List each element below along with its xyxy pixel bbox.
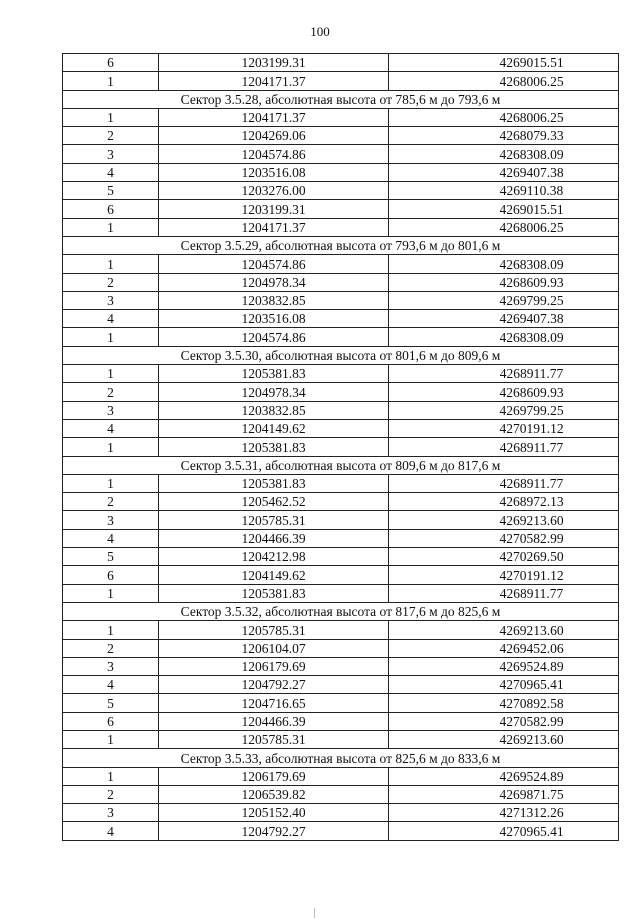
sector-title: Сектор 3.5.33, абсолютная высота от 825,6 м до 833,6 м: [63, 749, 619, 767]
sector-title: Сектор 3.5.30, абсолютная высота от 801,6 м до 809,6 м: [63, 346, 619, 364]
y-coordinate-value: 4270269.50: [499, 549, 564, 565]
table-row: [63, 529, 619, 547]
x-coordinate-cell: 1205381.83: [159, 365, 389, 383]
y-coordinate-cell: [389, 163, 619, 181]
y-coordinate-value: 4270965.41: [499, 677, 564, 693]
x-coordinate-cell: 1204149.62: [159, 566, 389, 584]
point-number-cell: 1: [63, 328, 159, 346]
y-coordinate-cell: [389, 511, 619, 529]
point-number-cell: 1: [63, 255, 159, 273]
point-number-cell: 3: [63, 804, 159, 822]
point-number-cell: 5: [63, 694, 159, 712]
y-coordinate-value: 4269110.38: [499, 183, 564, 199]
x-coordinate-cell: 1203199.31: [159, 200, 389, 218]
y-coordinate-value: 4268609.93: [499, 384, 564, 400]
sector-title-row: [63, 456, 619, 474]
point-number-cell: 1: [63, 72, 159, 90]
point-number-cell: 2: [63, 383, 159, 401]
y-coordinate-cell: [389, 218, 619, 236]
y-coordinate-cell: [389, 804, 619, 822]
y-coordinate-cell: [389, 401, 619, 419]
y-coordinate-value: 4270191.12: [499, 421, 564, 437]
x-coordinate-cell: 1204171.37: [159, 72, 389, 90]
table-row: [63, 621, 619, 639]
table-row: [63, 273, 619, 291]
table-row: [63, 474, 619, 492]
table-row: [63, 218, 619, 236]
y-coordinate-cell: [389, 310, 619, 328]
table-row: [63, 548, 619, 566]
table-row: [63, 676, 619, 694]
y-coordinate-cell: [389, 767, 619, 785]
x-coordinate-cell: 1204574.86: [159, 255, 389, 273]
point-number-cell: 4: [63, 676, 159, 694]
x-coordinate-cell: 1203832.85: [159, 401, 389, 419]
y-coordinate-cell: [389, 584, 619, 602]
point-number-cell: 2: [63, 639, 159, 657]
y-coordinate-value: 4268006.25: [499, 110, 564, 126]
point-number-cell: 2: [63, 493, 159, 511]
table-row: [63, 694, 619, 712]
scan-mark: [314, 908, 315, 918]
table-row: [63, 493, 619, 511]
y-coordinate-cell: [389, 54, 619, 72]
y-coordinate-cell: [389, 255, 619, 273]
y-coordinate-value: 4268308.09: [499, 146, 564, 162]
table-row: [63, 383, 619, 401]
sector-title-row: [63, 236, 619, 254]
table-row: [63, 566, 619, 584]
y-coordinate-value: 4268609.93: [499, 274, 564, 290]
table-row: [63, 182, 619, 200]
y-coordinate-value: 4270965.41: [499, 823, 564, 839]
sector-title-row: [63, 749, 619, 767]
y-coordinate-value: 4268972.13: [499, 494, 564, 510]
table-row: [63, 145, 619, 163]
x-coordinate-cell: 1206179.69: [159, 767, 389, 785]
x-coordinate-cell: 1204716.65: [159, 694, 389, 712]
y-coordinate-value: 4269452.06: [499, 640, 564, 656]
sector-title-row: [63, 90, 619, 108]
x-coordinate-cell: 1204269.06: [159, 127, 389, 145]
y-coordinate-value: 4269213.60: [499, 622, 564, 638]
y-coordinate-value: 4268911.77: [499, 439, 564, 455]
y-coordinate-cell: [389, 548, 619, 566]
x-coordinate-cell: 1204171.37: [159, 108, 389, 126]
x-coordinate-cell: 1206539.82: [159, 785, 389, 803]
table-row: [63, 291, 619, 309]
y-coordinate-value: 4269524.89: [499, 659, 564, 675]
y-coordinate-cell: [389, 273, 619, 291]
y-coordinate-cell: [389, 493, 619, 511]
y-coordinate-value: 4268911.77: [499, 476, 564, 492]
point-number-cell: 5: [63, 548, 159, 566]
y-coordinate-value: 4269407.38: [499, 311, 564, 327]
x-coordinate-cell: 1204574.86: [159, 145, 389, 163]
x-coordinate-cell: 1203276.00: [159, 182, 389, 200]
x-coordinate-cell: 1206179.69: [159, 657, 389, 675]
x-coordinate-cell: 1203516.08: [159, 163, 389, 181]
y-coordinate-cell: [389, 365, 619, 383]
y-coordinate-value: 4270582.99: [499, 713, 564, 729]
x-coordinate-cell: 1204978.34: [159, 273, 389, 291]
y-coordinate-value: 4268308.09: [499, 329, 564, 345]
point-number-cell: 4: [63, 822, 159, 840]
sector-title: Сектор 3.5.31, абсолютная высота от 809,6 м до 817,6 м: [63, 456, 619, 474]
x-coordinate-cell: 1204978.34: [159, 383, 389, 401]
x-coordinate-cell: 1205785.31: [159, 730, 389, 748]
point-number-cell: 1: [63, 108, 159, 126]
point-number-cell: 1: [63, 218, 159, 236]
point-number-cell: 3: [63, 145, 159, 163]
table-row: [63, 438, 619, 456]
x-coordinate-cell: 1205381.83: [159, 584, 389, 602]
x-coordinate-cell: 1205785.31: [159, 621, 389, 639]
y-coordinate-cell: [389, 822, 619, 840]
sector-title-row: [63, 602, 619, 620]
y-coordinate-value: 4269524.89: [499, 768, 564, 784]
y-coordinate-cell: [389, 474, 619, 492]
y-coordinate-cell: [389, 438, 619, 456]
point-number-cell: 5: [63, 182, 159, 200]
coordinates-table-body: [63, 54, 619, 841]
x-coordinate-cell: 1205152.40: [159, 804, 389, 822]
point-number-cell: 6: [63, 200, 159, 218]
y-coordinate-cell: [389, 127, 619, 145]
point-number-cell: 4: [63, 163, 159, 181]
table-row: [63, 639, 619, 657]
sector-title: Сектор 3.5.28, абсолютная высота от 785,6 м до 793,6 м: [63, 90, 619, 108]
table-row: [63, 328, 619, 346]
y-coordinate-value: 4269799.25: [499, 402, 564, 418]
point-number-cell: 4: [63, 419, 159, 437]
y-coordinate-value: 4270892.58: [499, 695, 564, 711]
table-row: [63, 767, 619, 785]
y-coordinate-cell: [389, 694, 619, 712]
x-coordinate-cell: 1205462.52: [159, 493, 389, 511]
x-coordinate-cell: 1204149.62: [159, 419, 389, 437]
y-coordinate-value: 4269407.38: [499, 165, 564, 181]
x-coordinate-cell: 1203199.31: [159, 54, 389, 72]
x-coordinate-cell: 1204574.86: [159, 328, 389, 346]
y-coordinate-cell: [389, 72, 619, 90]
table-row: [63, 785, 619, 803]
table-row: [63, 419, 619, 437]
x-coordinate-cell: 1204212.98: [159, 548, 389, 566]
sector-title-row: [63, 346, 619, 364]
y-coordinate-cell: [389, 419, 619, 437]
x-coordinate-cell: 1204171.37: [159, 218, 389, 236]
table-row: [63, 72, 619, 90]
point-number-cell: 3: [63, 291, 159, 309]
table-row: [63, 511, 619, 529]
y-coordinate-value: 4268079.33: [499, 128, 564, 144]
point-number-cell: 6: [63, 712, 159, 730]
y-coordinate-cell: [389, 182, 619, 200]
table-row: [63, 54, 619, 72]
table-row: [63, 584, 619, 602]
y-coordinate-value: 4270191.12: [499, 567, 564, 583]
point-number-cell: 2: [63, 127, 159, 145]
y-coordinate-value: 4268911.77: [499, 366, 564, 382]
point-number-cell: 1: [63, 474, 159, 492]
point-number-cell: 6: [63, 54, 159, 72]
x-coordinate-cell: 1206104.07: [159, 639, 389, 657]
x-coordinate-cell: 1204466.39: [159, 712, 389, 730]
x-coordinate-cell: 1205381.83: [159, 438, 389, 456]
point-number-cell: 6: [63, 566, 159, 584]
y-coordinate-value: 4268308.09: [499, 256, 564, 272]
sector-title: Сектор 3.5.29, абсолютная высота от 793,6 м до 801,6 м: [63, 236, 619, 254]
y-coordinate-cell: [389, 657, 619, 675]
page-number: 100: [310, 24, 330, 39]
point-number-cell: 1: [63, 730, 159, 748]
table-row: [63, 401, 619, 419]
point-number-cell: 3: [63, 401, 159, 419]
point-number-cell: 2: [63, 785, 159, 803]
point-number-cell: 4: [63, 529, 159, 547]
y-coordinate-cell: [389, 785, 619, 803]
table-row: [63, 822, 619, 840]
x-coordinate-cell: 1203516.08: [159, 310, 389, 328]
table-row: [63, 163, 619, 181]
y-coordinate-value: 4269799.25: [499, 293, 564, 309]
y-coordinate-cell: [389, 639, 619, 657]
x-coordinate-cell: 1205785.31: [159, 511, 389, 529]
y-coordinate-value: 4269213.60: [499, 512, 564, 528]
point-number-cell: 3: [63, 511, 159, 529]
table-row: [63, 730, 619, 748]
table-row: [63, 108, 619, 126]
y-coordinate-value: 4269213.60: [499, 732, 564, 748]
y-coordinate-cell: [389, 200, 619, 218]
y-coordinate-cell: [389, 566, 619, 584]
y-coordinate-cell: [389, 291, 619, 309]
x-coordinate-cell: 1203832.85: [159, 291, 389, 309]
y-coordinate-cell: [389, 383, 619, 401]
point-number-cell: 1: [63, 438, 159, 456]
point-number-cell: 1: [63, 365, 159, 383]
y-coordinate-cell: [389, 108, 619, 126]
table-row: [63, 804, 619, 822]
point-number-cell: 2: [63, 273, 159, 291]
coordinates-table: [62, 53, 619, 841]
y-coordinate-value: 4268006.25: [499, 73, 564, 89]
table-row: [63, 657, 619, 675]
y-coordinate-value: 4270582.99: [499, 531, 564, 547]
y-coordinate-cell: [389, 529, 619, 547]
x-coordinate-cell: 1204466.39: [159, 529, 389, 547]
sector-title: Сектор 3.5.32, абсолютная высота от 817,6 м до 825,6 м: [63, 602, 619, 620]
table-row: [63, 365, 619, 383]
y-coordinate-value: 4268911.77: [499, 585, 564, 601]
x-coordinate-cell: 1204792.27: [159, 676, 389, 694]
point-number-cell: 3: [63, 657, 159, 675]
y-coordinate-cell: [389, 621, 619, 639]
x-coordinate-cell: 1205381.83: [159, 474, 389, 492]
point-number-cell: 1: [63, 767, 159, 785]
table-row: [63, 310, 619, 328]
y-coordinate-cell: [389, 676, 619, 694]
table-row: [63, 200, 619, 218]
point-number-cell: 4: [63, 310, 159, 328]
y-coordinate-value: 4268006.25: [499, 219, 564, 235]
y-coordinate-value: 4269015.51: [499, 201, 564, 217]
table-row: [63, 127, 619, 145]
point-number-cell: 1: [63, 584, 159, 602]
table-row: [63, 712, 619, 730]
y-coordinate-value: 4269015.51: [499, 55, 564, 71]
y-coordinate-value: 4269871.75: [499, 787, 564, 803]
y-coordinate-cell: [389, 145, 619, 163]
y-coordinate-cell: [389, 328, 619, 346]
point-number-cell: 1: [63, 621, 159, 639]
y-coordinate-cell: [389, 712, 619, 730]
y-coordinate-value: 4271312.26: [499, 805, 564, 821]
x-coordinate-cell: 1204792.27: [159, 822, 389, 840]
table-row: [63, 255, 619, 273]
y-coordinate-cell: [389, 730, 619, 748]
